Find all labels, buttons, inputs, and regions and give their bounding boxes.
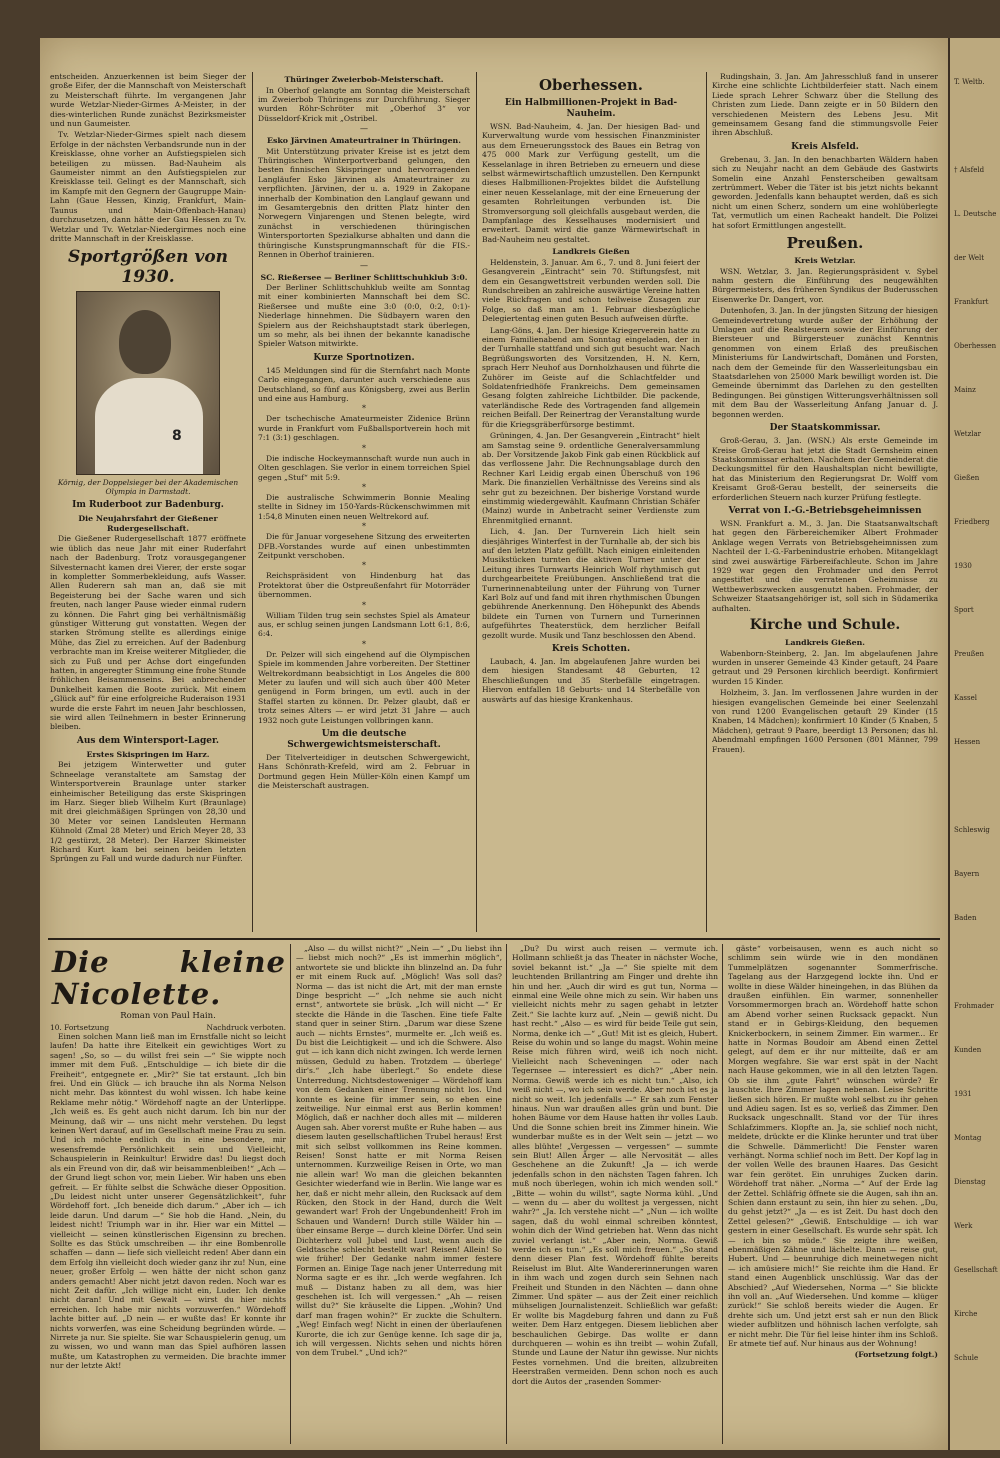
article-laubach: Laubach, 4. Jan. Im abgelaufenen Jahre wurden bei dem hiesigen Standesamt 48 Geburten, 12 Eheschließungen und 35 Sterbefälle eingetragen. Hiervon entfallen 18 Geburts- und 14 Sterbefälle von auswärts auf das hiesige Krankenhaus. [482,657,700,704]
serial-column-4 [728,944,938,1444]
adjacent-page-fragment: Baden [954,914,977,922]
serial-meta [50,1023,286,1032]
article-lang-goens: Lang-Göns, 4. Jan. Der hiesige Kriegerverein hatte zu einem Familienabend am Sonntag eingeladen, der in der Turnhalle stattfand und sich gut besucht war. Nach Begrüßungsworten des Vorsitzenden, H. N. Kern, sprach Herr Neuhof aus Dornholzhausen und führte die Zuhörer im Geiste auf die Schlachtfelder und Soldatenfriedhöfe Frankreichs. Dem gemeinsamen Gesang folgten zahlreiche Lichtbilder. Die packende, vaterländische Rede des Vortragenden fand allgemein reichen Beifall. Der Reinertrag der Veranstaltung wurde für die Kriegsgräberfürsorge bestimmt. [482,325,700,429]
column-rule [706,72,707,932]
separator: * [362,561,366,571]
headline-wintersport: Aus dem Wintersport-Lager. [76,735,220,746]
adjacent-page-fragment: Oberhessen [954,342,997,350]
headline-schwergewicht: Um die deutsche Schwergewichtsmeisterschaft. [287,729,441,751]
column-4 [712,72,938,934]
article-intro-2: Tv. Wetzlar-Nieder-Girmes spielt nach diesem Erfolge in der nächsten Verbandsrunde nun in der Kreisklasse, ohne vorher an Aufstiegspielen sich beteiligen zu müssen. Bad-Nauheim als Gaumeister nimmt an den Aufstiegspielen zur Kreisklasse teil. Gelingt es der Mannschaft, sich im Kampfe mit den Gegnern der Gaugruppe Main-Lahn (Gaue Hessen, Kinzig, Frankfurt, Main-Taunus und Main-Offenbach-Hanau) durchzusetzen, dann hätte der Gau Hessen zu Tv. Wetzlar und Tv. Wetzlar-Niedergirmes noch eine dritte Mannschaft in der Kreisklasse. [50,130,246,243]
article-grebenau: Grebenau, 3. Jan. In den benachbarten Wäldern haben sich zu Neujahr nacht an dem Gebäude des Gastwirts Somelin eine Anzahl Fensterscheiben gewaltsam zertrümmert. Weber die Täter ist bis jetzt nichts bekannt geworden. Jedenfalls kann behauptet werden, daß es sich nicht um einen Scherz, sondern um eine wohlüberlegte Tat, vermutlich um einen Racheakt handelt. Die Polizei hat sofort Ermittlungen angestellt. [712,154,938,230]
article-wabenborn: Wabenborn-Steinberg, 2. Jan. Im abgelaufenen Jahre wurden in unserer Gemeinde 43 Kinder getauft, 24 Paare getraut und 29 Personen kirchlich beerdigt. Konfirmiert wurden 15 Kinder. [712,648,938,686]
headline-sportgroessen: Sportgrößen von 1930. [67,247,229,288]
article-frankfurt: WSN. Frankfurt a. M., 3. Jan. Die Staatsanwaltschaft hat gegen den Färbereichemiker Albert Frohmader Anklage wegen Verrats von Betriebsgeheimnissen zum Nachteil der I.-G.-Farbenindustrie erhoben. Mitangeklagt sind zwei auswärtige Färbereifachleute. Schon im Jahre 1929 war gegen den Frohmader und den Perrot angestiftet und die verratenen Geheimnisse zu Wettbewerbszwecken ausgenutzt haben. Frohmader, der Schweizer Staatsangehöriger ist, soll sich in Südamerika aufhalten. [712,518,938,613]
article-schwergewicht: Der Titelverteidiger in deutschen Schwergewicht, Hans Schönrath-Krefeld, wird am 2. Februar in Dortmund gegen Hein Müller-Köln einen Kampf um die Meisterschaft austragen. [258,753,470,791]
adjacent-page-fragment: Friedberg [954,518,990,526]
separator: — [360,124,368,134]
column-rule [290,944,291,1444]
note-hockey: Die indische Hockeymannschaft wurde nun auch in Olten geschlagen. Sie verlor in einem torreichen Spiel gegen „Stuf“ mit 5:9. [258,453,470,482]
headline-jaervinen: Esko Järvinen Amateurtrainer in Thüringen. [267,136,461,146]
column-rule [722,944,723,1444]
article-heldenstein: Heldenstein, 3. Januar. Am 6., 7. und 8. Juni feiert der Gesangverein „Eintracht“ sein 70. Stiftungsfest, mit dem ein Gesangwettstreit verbunden werden soll. Die Rundschreiben an zahlreiche auswärtige Vereine hatten viele Rückfragen und schon teilweise Zusagen zur Folge, so daß man am 1. Februar diesbezügliche Delegiertentag einen guten Besuch aufweisen dürfte. [482,257,700,324]
headline-riessersee: SC. Rießersee — Berliner Schlittschuhklub 3:0. [260,272,468,282]
headline-ruderboot: Im Ruderboot zur Badenburg. [72,500,224,511]
serial-text-1: Einen solchen Mann ließ man im Ernstfalle nicht so leicht laufen! Da hatte ihre Eitelkeit ein gewichtiges Wort zu sagen! „So, so — du willst frei sein —“ Sie wippte noch immer mit dem Fuß. „Entschuldige — ich biete dir die Freiheit“, entgegnete er. „Mir?“ Sie tat erstaunt. „Ich bin frei. Und ein Glück — ich brauche ihn als Norma Nelson nicht mehr. Das könntest du wohl wissen. Ich habe keine Reklame mehr nötig.“ Wördehoff nagte an der Unterlippe. „Ich weiß es. Es geht auch nicht darum. Ich bin nur der Meinung, daß wir — uns nicht mehr verstehen. Du legst keinen Wert darauf, auf im Gesellschaft meine Frau zu sein. Und ich möchte endlich du in eine besondere, mir wesensfremde Persönlichkeit sein und Vielleicht, Schauspielerin in Reinkultur! Erwidre das! Du liegst doch als ein Freund von dir, daß wir beisammenbleiben!“ „Ach — der Grund liegt schon vor, mein Lieber. Wir haben uns eben gefreit. — Er fühlte selbst die Schwäche dieser Opposition. „Du leidest nicht unter unserer Gegensätzlichkeit“, fuhr Wördehoff fort. „Ich beneide dich darum.“ „Aber ich — ich leide darun. Und darum —“ Sie hob die Hand. „Nein, du leidest nicht! Triumph war in ihr. Hier war ein Mittel — vielleicht — seinen künstlerischen Eigensinn zu brechen. Sollte es das Stück umschreiben — ihr eine Bombenrolle schaffen — dann — liefe sich vielleicht reden! Aber dann ein dem Erfolg ihn vielleicht doch wieder ganz ihr zu! Nun, eine neuer, großer Erfolg — wen hätte der nicht schon ganz anders gemacht! Aber nicht jetzt davon reden. Noch war es nicht Zeit dafür. „Ich willige nicht ein, Luder. Ich denke nicht daran! Und mit Gewalt — wirst du hier nichts erreichen. Ich habe mir nichts vorzuwerfen.“ Wördehoff lachte bitter auf. „D nein — er wußte das! Er konnte ihr nichts vorwerfen, was eine Scheidung begründen würde. — Nirrete ja nur. Sie spielte. Sie war Schauspielerin genug, um zu wissen, wo und wann man das Spiel aufhören lassen mußte, um Katastrophen zu vermeiden. Die brachte immer nur der letzte Akt! [50,1032,286,1371]
adjacent-page-fragment: Gesellschaft [954,1266,998,1274]
serial-author: Roman von Paul Hain. [120,1011,216,1021]
separator: * [362,443,366,453]
subhead-skispringen: Erstes Skispringen im Harz. [86,749,210,759]
headline-zweierbob: Thüringer Zweierbob-Meisterschaft. [284,75,444,84]
photo-jersey-number: 8 [172,428,182,445]
column-rule [476,72,477,932]
serial-copyright: Nachdruck verboten. [206,1023,286,1032]
article-gross-gerau: Groß-Gerau, 3. Jan. (WSN.) Als erste Gemeinde im Kreise Groß-Gerau hat jetzt die Stadt Gernsheim einen Staatskommissar erhalten. Nachdem der Gemeinderat die Deckungsmittel für den Haushaltsplan nicht bewilligte, hat das Ministerium den Regierungsrat Dr. Wolff vom Kreisamt Groß-Gerau bestellt, der seinerseits die erforderlichen Steuern nach kurzer Prüfung festlegte. [712,436,938,502]
article-zweierbob: In Oberhof gelangte am Sonntag die Meisterschaft im Zweierbob Thüringens zur Durchführung. Sieger wurden Röhr-Schröter mit „Oberhof 3“ vor Düsseldorf-Krick mit „Ostribel. [258,85,470,123]
photo-caption: Körnig, der Doppelsieger bei der Akademischen Olympia in Darmstadt. [57,478,239,497]
adjacent-page-fragment: Frohmader [954,1002,994,1010]
athlete-photo [76,291,220,475]
column-3 [482,72,700,934]
serial-continued: (Fortsetzung folgt.) [854,1350,938,1360]
adjacent-page-fragment: der Welt [954,254,985,262]
headline-sportnotizen: Kurze Sportnotizen. [313,352,415,363]
article-dutenhofen: Dutenhofen, 3. Jan. In der jüngsten Sitzung der hiesigen Gemeindevertretung wurde außer der Erhöhung der Umlagen auf die Realsteuern sowie der Einführung der Biersteuer und Bürgersteuer zunächst Kenntnis genommen von einem Erlaß des preußischen Ministeriums für Landwirtschaft, Domänen und Forsten, nach dem der Gemeinde für den Wasserleitungsbau ein Staatsdarlehen von 25000 Mark bewilligt worden ist. Die Gemeinde übernimmt das Darlehen zu den gestellten Bedingungen. Bei günstigen Witterungsverhältnissen soll mit dem Bau der Wasserleitung Anfang Januar d. J. begonnen werden. [712,306,938,419]
serial-column-3 [512,944,718,1444]
subhead-kreis-alsfeld: Kreis Alsfeld. [791,141,859,152]
subhead-landkreis-giessen-2: Landkreis Gießen. [784,638,866,647]
adjacent-page-fragment: Schule [954,1354,979,1362]
adjacent-page-fragment: Bayern [954,870,980,878]
article-holzheim: Holzheim, 3. Jan. Im verflossenen Jahre wurden in der hiesigen evangelischen Gemeinde bei einer Seelenzahl von rund 1200 Evangelischen getauft 29 Kinder (15 Knaben, 14 Mädchen); konfirmiert 10 Kinder (5 Knaben, 5 Mädchen), getraut 9 Paare, beerdigt 13 Personen; das hl. Abendmahl empfingen 1600 Personen (801 Männer, 799 Frauen). [712,688,938,754]
adjacent-page-strip [948,38,1000,1450]
column-rule [252,72,253,932]
adjacent-page-fragment: Kassel [954,694,977,702]
article-jaervinen: Mit Unterstützung privater Kreise ist es jetzt dem Thüringischen Winterportverband gelungen, den besten finnischen Skispringer und hervorragenden Langläufer Esko Järvinen als Amateurtrainer zu verpflichten. Järvinen, der u. a. 1929 in Zakopane innerhalb der Kombination den Langlauf gewann und im Gesamtergebnis den dritten Platz hinter den Norwegern Vinjarengen und Stenen belegte, wird zunächst in verschiedenen thüringischen Wintersportorten Spezialkurse abhalten und dann die thüringische Kunstsprungmannschaft für die FIS.-Rennen in Oberhof trainieren. [258,146,470,260]
separator: — [360,260,368,270]
column-2 [258,72,470,934]
photo-body-shape [95,378,203,474]
adjacent-page-fragment: Gießen [954,474,980,482]
headline-verrat: Verrat von I.-G.-Betriebsgeheimnissen [728,505,922,516]
article-skispringen: Bei jetzigem Winterwetter und guter Schneelage veranstaltete am Samstag der Wintersportverein Braunlage unter starker einheimischer Beteiligung das erste Skispringen im Harz. Sieger blieb Wilhelm Kurt (Braunlage) mit drei gleichmäßigen Sprüngen von 28,30 und 30 Meter vor seinen Landsleuten Hermann Kühnold (Zmal 28 Meter) und Erich Meyer 28, 33 1/2 gestürzt, 28 Meter). Der Harzer Skimeister Richard Kurt kam bei seinen beiden letzten Sprüngen zu Fall und wurde dadurch nur Fünfter. [50,760,246,864]
separator: * [362,522,366,532]
adjacent-page-fragment: Kunden [954,1046,982,1054]
page-divider [48,938,940,940]
article-bad-nauheim: WSN. Bad-Nauheim, 4. Jan. Der hiesigen Bad- und Kurverwaltung wurde vom hessischen Finanzminister aus dem Erneuerungsstock des Baues ein Betrag von 475 000 Mark zur Verfügung gestellt, um die Kesselanlage in ihren Betrieben zu erneuern und diese selbst wärmewirtschaftlich umzustellen. Den Kernpunkt dieses Halbmillionen-Projektes bildet die Aufstellung einer neuen Kesselanlage, mit der eine Erneuerung der gesamten Rohrleitungen verbunden ist. Die Stromversorgung soll gleichfalls ausgebaut werden, die Dampfanlage des Kesselhauses modernisiert und erweitert. Damit wird die ganze Wärmewirtschaft in Bad-Nauheim neu gestaltet. [482,122,700,244]
adjacent-page-fragment: Werk [954,1222,973,1230]
note-monte-carlo: 145 Meldungen sind für die Sternfahrt nach Monte Carlo eingegangen, darunter auch verschiedene aus Deutschland, so fünf aus Königsberg, zwei aus Berlin und eine aus Hamburg. [258,365,470,404]
serial-text-2: „Also — du willst nicht?“ „Nein —“ „Du liebst ihn — liebst mich noch?“ „Es ist immerhin möglich“, antwortete sie und blickte ihn blinzelnd an. Da fuhr er mit einem Ruck auf. „Möglich! Was soll das? Norma — das ist nicht die Art, mit der man ernste Dinge bespricht —“ „Ich nehme sie auch nicht ernst“, antwortete sie brüsk. „Ich will nicht —“ Er steckte die Hände in die Taschen. Eine tiefe Falte stand quer in seiner Stirn. „Darum war diese Szene auch — nichts Ernstes“, murmelte er. „Ich weiß es. Du bist die Leichtigkeit — und ich die Schwere. Also gut — ich kann dich nicht zwingen. Ich werde lernen müssen, Geduld zu haben. Trotzdem — überlege' dir's.“ „Ich habe überlegt.“ So endete diese Unterredung. Nichtsdestoweniger — Wördehoff kam von dem Gedanken einer Trennung nicht los. Und konnte es keine für immer sein, so eben eine zeitweilige. Nur einmal erst aus Berlin kommen! Möglich, daß er nachher doch alles mit — milderen Augen sah. Aber vorerst mußte er Ruhe haben — aus diesem lauten gesellschaftlichen Trubel heraus! Erst mit sich selbst vollkommen ins Reine kommen. Reisen! Sonst hatte er mit Norma Reisen unternommen. Kurzweilige Reisen in Orte, wo man nie allein war! Wo man die gleichen bekannten Gesichter wiederfand wie in Berlin. Wie lange war es her, daß er nicht mehr allein, den Rucksack auf dem Rücken, den Stock in der Hand, durch die Welt gewandert war! Froh der Ungebundenheit! Froh im Schauen und Wandern! Durch stille Wälder hin — über einsame Berge — durch kleine Dörfer. Und sein Dichterherz voll Jubel und Lust, wenn auch die Geldtasche schlecht bestellt war! Reisen! Allein! So wie früher! Der Gedanke nahm immer festere Formen an. Einige Tage nach jener Unterredung mit Norma sagte er es ihr. „Ich werde wegfahren. Ich muß — Distanz haben zu all dem, was hier geschehen ist. Ich will vergessen.“ „Ah — reisen willst du?“ Sie kräuselte die Lippen. „Wohin? Und darf man fragen wohin?“ Er zuckte die Schultern. „Weg! Einfach weg! Nicht in einen der überlaufenen Kurorte, die ich zur Genüge kenne. Ich sage dir ja, ich will vergessen. Nichts sehen und nichts hören von dem Trubel.“ „Und ich?“ [296,944,502,1358]
subhead-kreis-wetzlar: Kreis Wetzlar. [794,256,856,266]
adjacent-page-fragment: Sport [954,606,974,614]
serial-text-3: „Du? Du wirst auch reisen — vermute ich. Hollmann schließt ja das Theater in nächster Woche, soviel bekannt ist.“ „Ja —“ Sie spielte mit dem leuchtenden Brillantring am Finger und drehte ihn hin und her. „Auch dir wird es gut tun, Norma — einmal eine Weile ohne mich zu sein. Wir haben uns vielleicht nichts mehr zu sagen gehabt in letzter Zeit.“ Sie lachte kurz auf. „Nein — gewiß nicht. Du hast recht.“ „Also — es wird für beide Teile gut sein, Norma, denke ich —“ „Gut! Mit ist es gleich, Hubert. Reise du wohin und so lange du magst. Wohin meine Reise mich führen wird, weiß ich noch nicht. Vielleicht nach Scheveningen — oder nach Tegernsee — interessiert es dich?“ „Aber nein. Norma. Gewiß werde ich es nicht tun.“ „Also, ich weiß nicht —, wo ich sein werde. Aber noch ist es ja nicht so weit. Ich jedenfalls —“ Er sah zum Fenster hinaus. Nun war draußen alles grün und bunt. Die hohen Bäume vor dem Hause hatten ihr volles Laub. Und die Sonne schien breit ins Zimmer hinein. Wie wunderbar mußte es in der Welt sein — jetzt — wo alles blühte! „Vergessen — vergessen“ — summte sein Blut! Allen Ärger — alle Nervosität — alles Geschehene an die Zukunft! „Ja — ich werde jedenfalls schon in den nächsten Tagen fahren. Ich muß noch überlegen, wohin ich mich wenden soll.“ „Bitte — wohin du willst“, sagte Norma kühl. „Und — wenn du — aber du wolltest ja vergessen, nicht wahr?“ „Ja. Ich verstehe nicht —“ „Nun — ich wollte sagen, daß du wohl einmal schreiben könntest, wohin dich der Wind getrieben hat. Wenn das nicht zuviel verlangt ist.“ „Aber nein, Norma. Gewiß werde ich es tun.“ „Es soll mich freuen.“ „So stand denn dieser Plan fest. Wördehoff fühlte bereits Reiselust im Blut. Alte Wandererinnerungen waren in ihm wach und zogen durch sein Sehnen nach Freiheit und Stunden in den Nächten — dann ohne Zimmer. Und später — aus der Zeit einer reichlich mühseligen Journalistenzeit. Schließlich war gefaßt: Er wollte bis Magdeburg fahren und dann zu Fuß weiter. Dem Harz entgegen. Diesem lieblichen aber beschaulichen Gebirge. Das wollte er dann durchqueren — wohin es ihn treibt — wohin Zufall, Stunde und Laune der Natur ihn gewisse. Nur nichts Festes vornehmen. Und die breiten, allzubreiten Heerstraßen vermeiden. Denn schon noch es auch dort die Autos der „rasenden Sommer- [512,944,718,1386]
newspaper-page [40,38,948,1450]
adjacent-page-fragment: Hessen [954,738,981,746]
article-wetzlar: WSN. Wetzlar, 3. Jan. Regierungspräsident v. Sybel nahm gestern die Einführung des neugewählten Bürgermeisters, des früheren Syndikus der Buderusschen Eisenwerke Dr. Dangert, vor. [712,266,938,304]
adjacent-page-fragment: Wetzlar [954,430,982,438]
adjacent-page-fragment: Kirche [954,1310,978,1318]
column-rule [506,944,507,1444]
adjacent-page-fragment: Preußen [954,650,985,658]
subhead-kreis-schotten: Kreis Schotten. [551,644,631,655]
adjacent-page-fragment: Schleswig [954,826,990,834]
headline-halbmillionen: Ein Halbmillionen-Projekt in Bad-Nauheim. [504,98,678,119]
adjacent-page-fragment: Frankfurt [954,298,989,306]
adjacent-page-fragment: Montag [954,1134,982,1142]
adjacent-page-fragment: 1930 [954,562,972,570]
article-intro: entscheiden. Anzuerkennen ist beim Sieger der große Eifer, der die Mannschaft von Meisterschaft zu Meisterschaft führte. Im vergangenen Jahr wurde Wetzlar-Nieder-Girmes A-Meister, in der dies-winterlichen Runde zunächst Bezirksmeister und nun Gaumeister. [50,72,246,129]
note-hindenburg: Reichspräsident von Hindenburg hat das Protektorat über die Ostpreußenfahrt für Motorräder übernommen. [258,571,470,600]
note-mealing: Die australische Schwimmerin Bonnie Mealing stellte in Sidney im 150-Yards-Rückenschwimmen mit 1:54,8 Minuten einen neuen Weltrekord auf. [258,492,470,521]
adjacent-page-fragment: Dienstag [954,1178,986,1186]
note-tilden: William Tilden trug sein sechstes Spiel als Amateur aus, er schlug seinen jungen Landsmann Lott 6:1, 8:6, 6:4. [258,610,470,639]
adjacent-page-fragment: Mainz [954,386,976,394]
note-pelzer: Dr. Pelzer will sich eingehend auf die Olympischen Spiele im kommenden Jahre vorbereiten. Der Stettiner Weltrekordmann beabsichtigt in Los Angeles die 800 Meter zu laufen und will sich auch über 400 Meter genügend in Form bringen, um evtl. auch in der Staffel starten zu können. Dr. Pelzer glaubt, daß er trotz seines Alters — er wird jetzt 31 Jahre — auch 1932 noch gute Leistungen vollbringen kann. [258,649,470,725]
serial-title: Die kleine Nicolette. [52,945,286,1011]
article-grueningen: Grüningen, 4. Jan. Der Gesangverein „Eintracht“ hielt am Samstag seine 9. ordentliche Generalversammlung ab. Der Vorsitzende Jakob Fink gab einen Rückblick auf das verflossene Jahr. Die Rechnungsablage durch den Rechner Karl Leidig ergab einen Überschuß von 196 Mark. Die finanziellen Verhältnisse des Vereins sind als sehr gut zu bezeichnen. Der bisherige Vorstand wurde einstimmig wiedergewählt. Kaufmann Christian Schäfer (Mainz) wurde in Anbetracht seiner Verdienste zum Ehrenmitglied ernannt. [482,431,700,525]
article-lich: Lich, 4. Jan. Der Turnverein Lich hielt sein diesjähriges Winterfest in der Turnhalle ab, der sich bis auf den letzten Platz gefüllt. Nach einigen einleitenden Musikstücken turnten die aktiven Turner unter der Leitung ihres Turnwarts Heinrich Wolf rhythmisch gut durchgearbeitete Freiübungen. Anschließend trat die Turnerinnenabteilung unter der Führung von Turner Karl Bolz auf und fand mit ihren rhythmischen Übungen gebührende Anerkennung. Den Höhepunkt des Abends bildete ein Turnen von Turnern und Turnerinnen aufgeführtes Theaterstück, dem herzlicher Beifall gezollt wurde. Musik und Tanz beschlossen den Abend. [482,527,700,640]
serial-column-1 [50,944,286,1444]
headline-staatskommissar: Der Staatskommissar. [769,423,881,434]
region-oberhessen: Oberhessen. [538,76,643,94]
region-preussen: Preußen. [786,234,864,253]
separator: * [362,600,366,610]
separator: * [362,482,366,492]
separator: * [362,404,366,414]
adjacent-page-fragment: T. Weltb. [954,78,985,86]
adjacent-page-fragment: L. Deutsche [954,210,997,218]
region-kirche-schule: Kirche und Schule. [749,617,901,633]
article-rudingshain: Rudingshain, 3. Jan. Am Jahresschluß fand in unserer Kirche eine schlichte Lichtbilderfeier statt. Nach einem Liede sprach Lehrer Schwarz über die Stellung des Christen zum Liede. Dann zeigte er in 50 Bildern den verschiedenen Meistern des Lebens Jesu. Mit gemeinsamem Gesang fand die stimmungsvolle Feier ihren Abschluß. [712,72,938,138]
article-ruderboot: Die Gießener Rudergesellschaft 1877 eröffnete wie üblich das neue Jahr mit einer Ruderfahrt nach der Badenburg. Trotz vorausgegangener Silvesternacht kamen drei Vierer, der erste sogar in kompletter Sommerbekleidung, aufs Wasser. Allen Ruderern sah man an, daß sie mit Begeisterung bei der Sache waren und sich freuten, nach langer Pause wieder einmal rudern zu können. Die Fahrt ging bei verhältnismäßig günstiger Witterung gut vonstatten. Wegen der starken Strömung stellte es allerdings einige Mühe, das Ziel zu erreichen. Auf der Badenburg verbrachte man im Kreise weiterer Mitglieder, die sich zu Fuß und per Achse dort eingefunden hatten, in angeregter Stimmung eine frohe Stunde fröhlichen Beisammenseins. Bei anbrechender Dunkelheit kamen die Boote zurück. Mit einem „Glück auf“ für eine erfolgreiche Ruderaison 1931 wurde die erste Fahrt im neuen Jahr beschlossen, sie wird allen Teilnehmern in bester Erinnerung bleiben. [50,534,246,732]
adjacent-page-fragment: 1931 [954,1090,972,1098]
note-zidenice: Der tschechische Amateurmeister Zidenice Brünn wurde in Frankfurt vom Fußballsportverein hoch mit 7:1 (3:1) geschlagen. [258,414,470,443]
column-1 [50,72,246,934]
serial-installment: 10. Fortsetzung [50,1023,110,1032]
serial-text-4: gäste“ vorbeisausen, wenn es auch nicht so schlimm sein würde wie in den mondänen Tummelplätzen sogenannter Sommerfrische. Tagelang aus der Harzgegend lockte ihn. Und er wollte in diese Wälder hineingehen, in das Blühen da draußen einfühlen. Ein warmer, sonnenheller Vorsommermorgen brach an. Wördehoff hatte schon am Abend vorher seinen Rucksack gepackt. Nun stand er in Gebirgs-Kleidung, den bequemen Knickerbockern, in seinem Zimmer. Ein warmer... Er hatte in Normas Boudoir am Abend einen Zettel gelegt, auf dem er ihr nur mitteilte, daß er am Morgen wegfahre. Sie war erst spät in der Nacht nach Hause gekommen, wie in all den letzten Tagen. Ob sie ihm „gute Fahrt“ wünschen würde? Er lauschte. Ihre Zimmer lagen nebenan. Leise Schritte ließen sich hören. Er mußte wohl selbst zu ihr gehen und Adieu sagen. Ist es so, verließ das Zimmer. Den Rucksack ungeschnallt. Stand vor der Tür ihres Schlafzimmers. Klopfte an. Ja, sie schlief noch nicht, meldete, drückte er die Klinke herunter und trat über die Schwelle. Dämmerlicht! Die Fenster waren verhängt. Norma schlief noch im Bett. Der Kopf lag in der vollen Welle des braunen Haares. Das Gesicht war fein gerötet. Ein unruhiges Zucken darin. Wördehoff trat näher. „Norma —“ Auf der Erde lag der Zettel. Schläfrig öffnete sie die Augen, sah ihn an. Schien dann erstaunt zu sein, ihn hier zu sehen. „Du, du gehst jetzt?“ „Ja — es ist Zeit. Du hast doch den Zettel gelesen?“ „Gewiß. Entschuldige — ich war gestern in einer Gesellschaft. Es wurde sehr spät. Ich — ich bin so müde.“ Sie zeigte ihre weißen, ebenmäßigen Zähne und lächelte. Dann — reise gut, Hubert. Und — beunruhige dich meinetwegen nicht — ich amüsiere mich!“ Sie reichte ihm die Hand. Er stand einen Augenblick unschlüssig. War das der Abschied? „Auf Wiedersehen, Norma —“ Sie blickte ihn voll an. „Auf Wiedersehen. Und komme — klüger zurück!“ Sie schloß bereits wieder die Augen. Er drehte sich um. Und jetzt erst sah er nun den Blick wieder aufblitzen und höhnisch lachen verfolgte, sah er nicht mehr. Die Tür fiel leise hinter ihm ins Schloß. Er atmete tief auf. Nur hinaus aus der Wohnung! [728,944,938,1349]
article-riessersee: Der Berliner Schlittschuhklub weilte am Sonntag mit einer kombinierten Mannschaft bei dem SC. Rießersee und mußte eine 3:0 (0:0, 0:2, 0:1)-Niederlage hinnehmen. Die Südbayern waren den Spielern aus der Reichshauptstadt stark überlegen, um so mehr, als bei ihnen der bekannte kanadische Spieler Watson mitwirkte. [258,283,470,349]
note-dfb: Die für Januar vorgesehene Sitzung des erweiterten DFB.-Vorstandes wurde auf einen unbestimmten Zeitpunkt verschoben. [258,532,470,560]
adjacent-page-fragment: † Alsfeld [954,166,985,174]
subhead-ruderboot: Die Neujahrsfahrt der Gießener Rudergesellschaft. [78,514,218,533]
serial-column-2 [296,944,502,1444]
subhead-landkreis-giessen: Landkreis Gießen [552,247,630,257]
separator: * [362,639,366,649]
photo-head-shape [119,310,171,374]
